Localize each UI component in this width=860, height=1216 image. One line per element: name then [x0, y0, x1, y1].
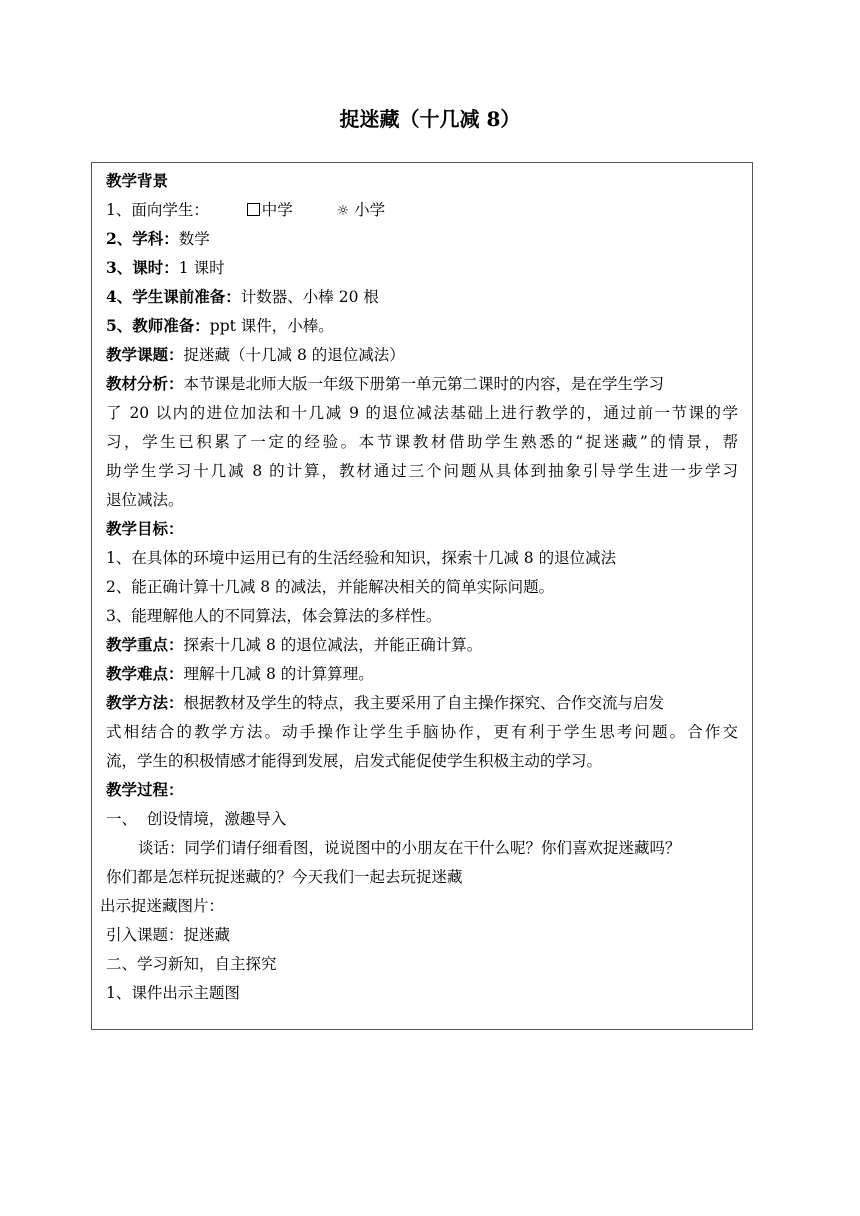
analysis-line-5: 退位减法。: [106, 491, 184, 509]
teacher-prep-row: [106, 315, 334, 337]
student-prep-value: 计数器、小棒 20 根: [240, 288, 379, 306]
intro-topic-line: 引入课题：捉迷藏: [106, 926, 231, 944]
page-title: 捉迷藏（十几减 8）: [339, 107, 521, 131]
goals-heading: 教学目标：: [106, 519, 184, 538]
method-line-3: 流，学生的积极情感才能得到发展，启发式能促使学生积极主动的学习。: [106, 752, 603, 770]
topic-value: 捉迷藏（十几减 8 的退位减法）: [183, 346, 405, 364]
analysis-label: 教材分析：: [106, 374, 184, 393]
key-point-value: 探索十几减 8 的退位减法，并能正确计算。: [183, 636, 483, 654]
goal-item-3: 3、能理解他人的不同算法，体会算法的多样性。: [106, 607, 442, 625]
students-label: 1、面向学生：: [106, 201, 209, 219]
sun-icon: ☼: [336, 203, 350, 219]
difficulty-row: [106, 663, 374, 685]
option-primary-label: 小学: [354, 201, 386, 219]
hours-row: [106, 257, 225, 279]
hours-label: 3、课时：: [106, 258, 179, 277]
teacher-prep-label: 5、教师准备：: [106, 316, 210, 335]
process-heading: 教学过程：: [106, 780, 184, 799]
process-step-2-item-1: 1、课件出示主题图: [106, 984, 240, 1002]
background-heading: 教学背景: [106, 171, 169, 190]
analysis-line-1: [106, 373, 664, 395]
analysis-text: 本节课是北师大版一年级下册第一单元第二课时的内容，是在学生学习: [183, 375, 665, 393]
goal-item-1: 1、在具体的环境中运用已有的生活经验和知识，探索十几减 8 的退位减法: [106, 549, 617, 567]
method-text: 根据教材及学生的特点，我主要采用了自主操作探究、合作交流与启发: [183, 694, 665, 712]
subject-value: 数学: [178, 230, 210, 248]
show-picture-line: 出示捉迷藏图片：: [100, 897, 225, 915]
student-prep-label: 4、学生课前准备：: [106, 287, 241, 306]
talk-line-1: 谈话：同学们请仔细看图，说说图中的小朋友在干什么呢？你们喜欢捉迷藏吗？: [138, 839, 681, 857]
subject-row: [106, 228, 210, 250]
goal-item-2: 2、能正确计算十几减 8 的减法，并能解决相关的简单实际问题。: [106, 578, 555, 596]
hours-value: 1 课时: [178, 259, 225, 277]
key-point-label: 教学重点：: [106, 635, 184, 654]
method-line-2: 式相结合的教学方法。动手操作让学生手脑协作，更有利于学生思考问题。合作交: [106, 723, 738, 741]
option-middle-school[interactable]: [247, 201, 293, 219]
analysis-line-2: 了 20 以内的进位加法和十几减 9 的退位减法基础上进行教学的，通过前一节课的学: [106, 404, 738, 422]
topic-row: [106, 344, 405, 366]
analysis-line-3: 习，学生已积累了一定的经验。本节课教材借助学生熟悉的“捉迷藏”的情景，帮: [106, 433, 738, 451]
analysis-line-4: 助学生学习十几减 8 的计算，教材通过三个问题从具体到抽象引导学生进一步学习: [106, 462, 738, 480]
difficulty-label: 教学难点：: [106, 664, 184, 683]
difficulty-value: 理解十几减 8 的计算算理。: [183, 665, 374, 683]
students-row: [106, 199, 385, 222]
process-step-1: 一、 创设情境，激趣导入: [106, 810, 287, 828]
process-step-2: 二、学习新知，自主探究: [106, 955, 277, 973]
student-prep-row: [106, 286, 379, 308]
subject-label: 2、学科：: [106, 229, 179, 248]
talk-line-2: 你们都是怎样玩捉迷藏的？今天我们一起去玩捉迷藏: [106, 868, 463, 886]
topic-label: 教学课题：: [106, 345, 184, 364]
key-point-row: [106, 634, 482, 656]
option-primary-school[interactable]: [337, 201, 386, 219]
option-middle-label: 中学: [261, 201, 293, 219]
method-label: 教学方法：: [106, 693, 184, 712]
teacher-prep-value: ppt 课件，小棒。: [209, 317, 334, 335]
checkbox-icon: [247, 203, 260, 216]
method-line-1: [106, 692, 664, 714]
